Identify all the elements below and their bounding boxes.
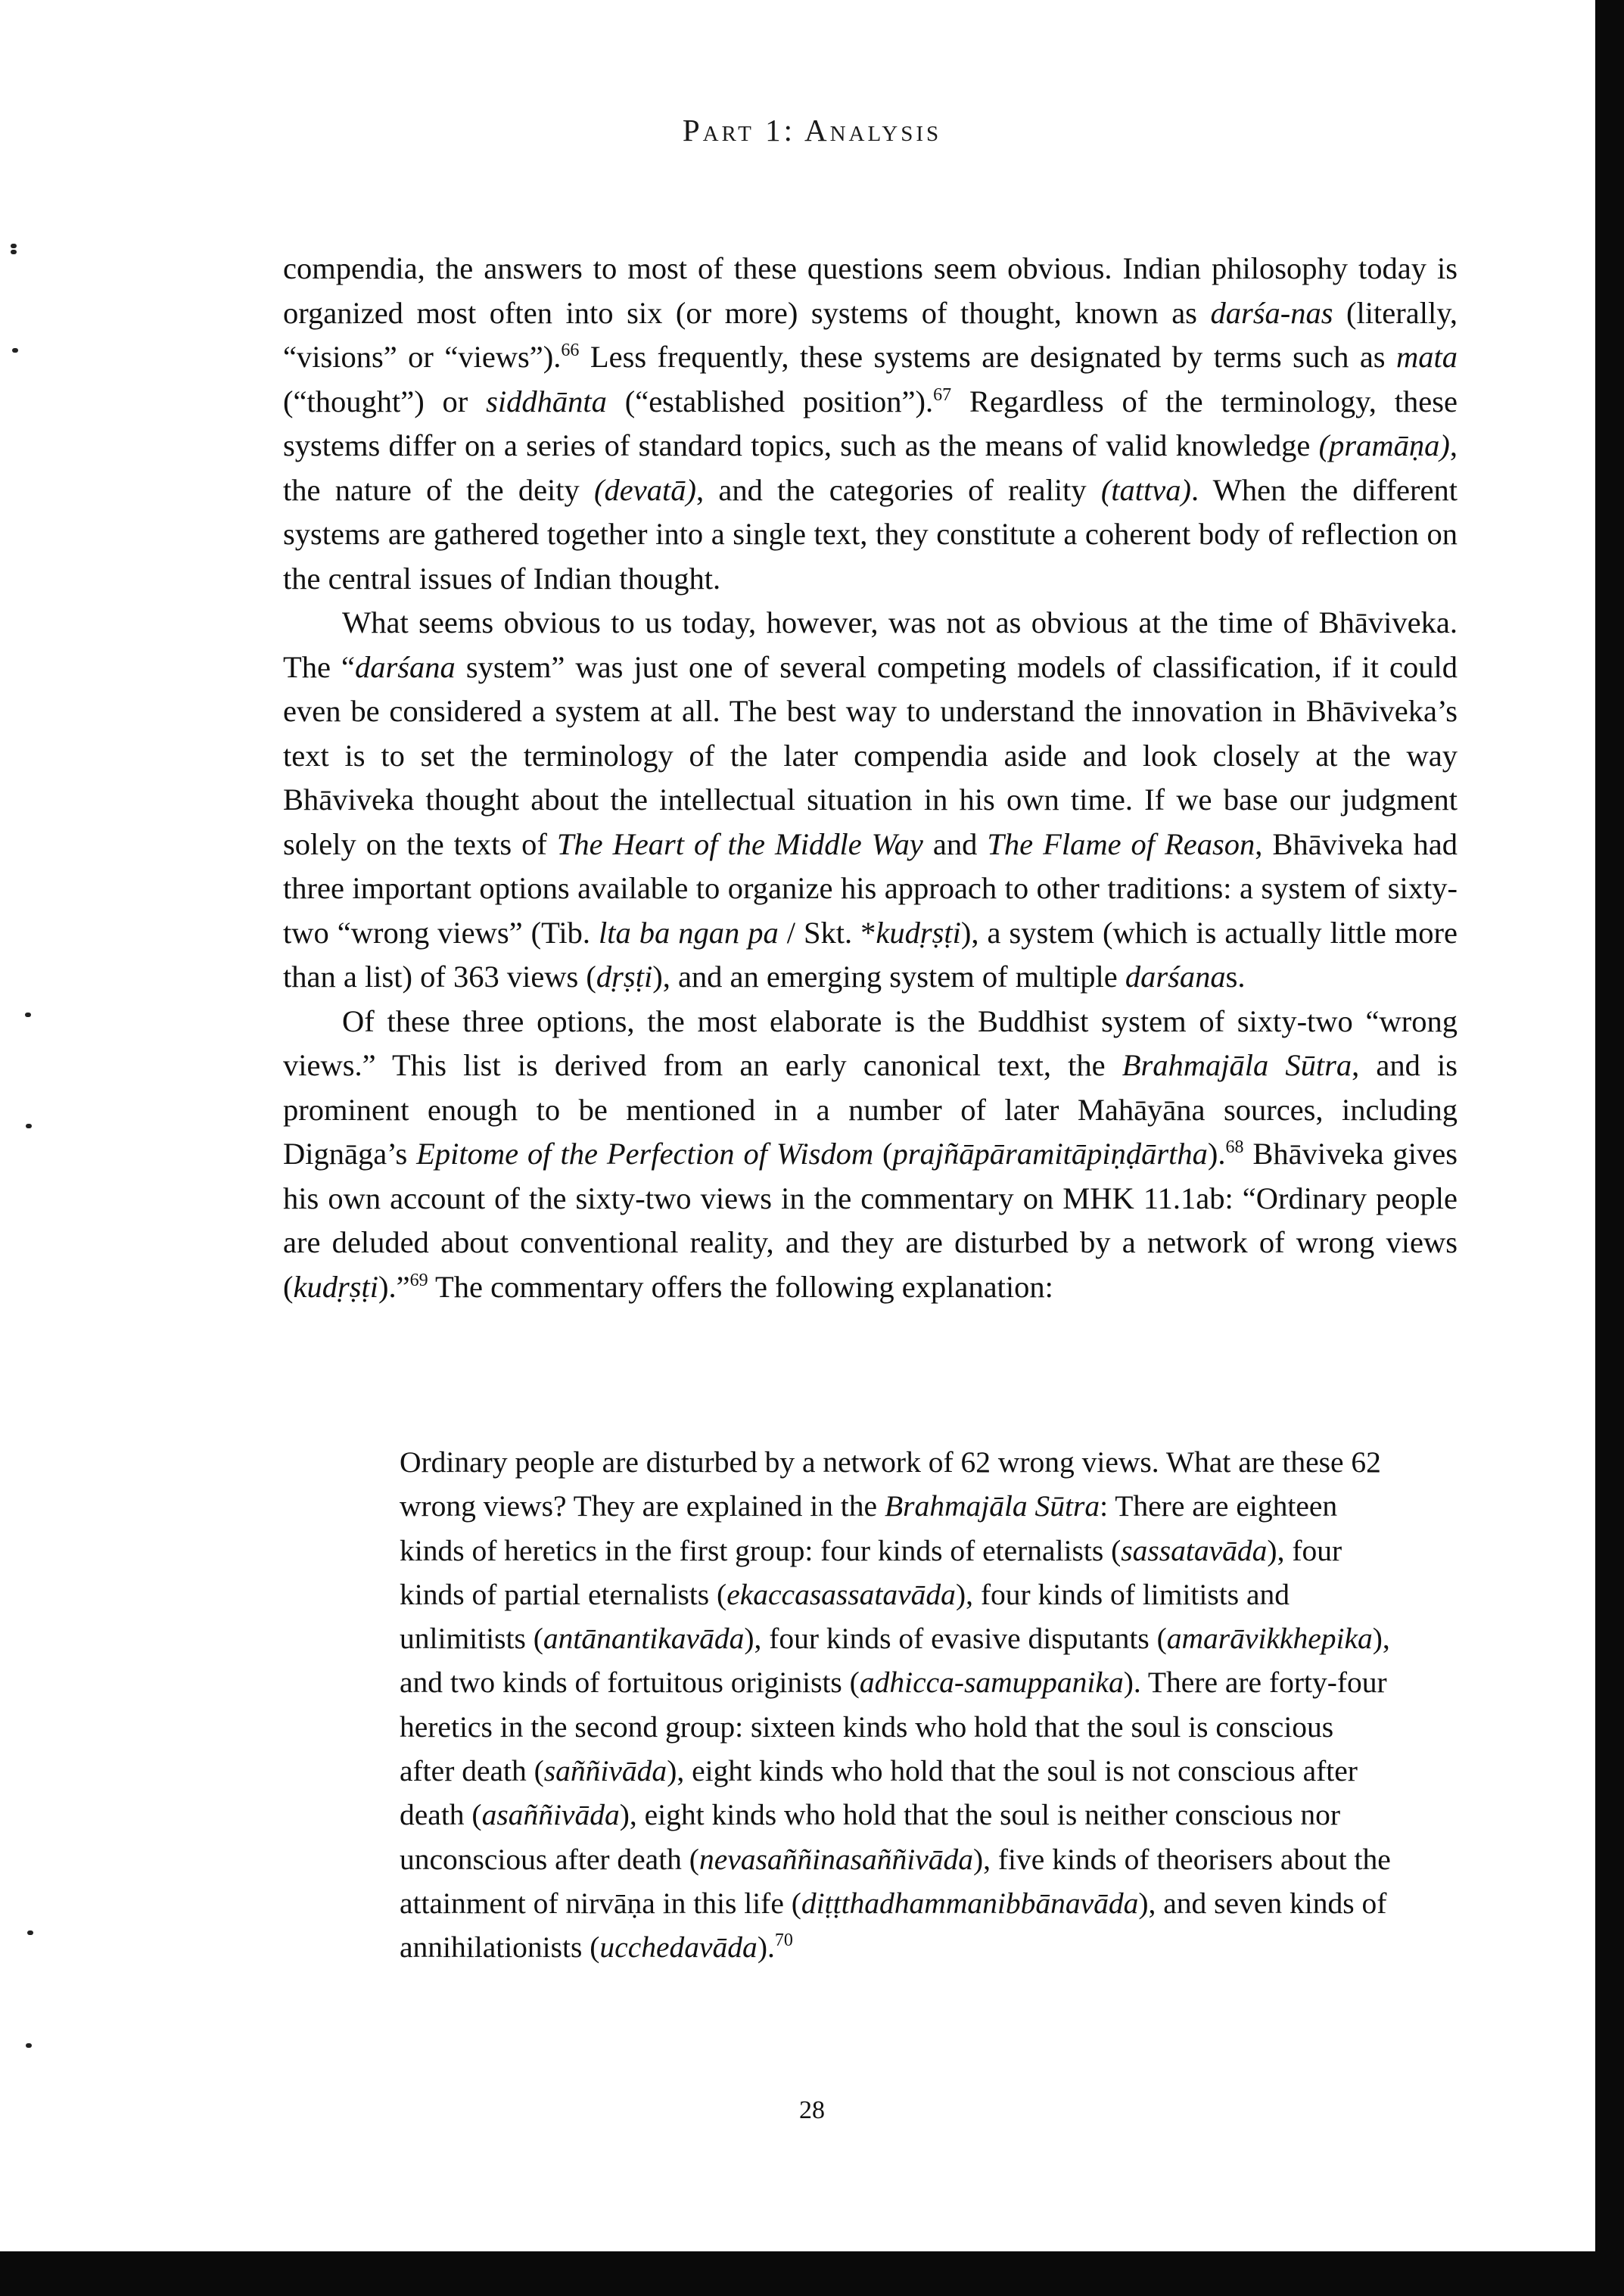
text-run: compendia, the answers to most of these questions seem obvious. Indian philosophy today is organized most often into six (or more) systems of thought, known as	[283, 251, 1458, 330]
italic-term: saññivāda	[543, 1754, 667, 1788]
italic-term: mata	[1396, 340, 1458, 374]
running-head: Part 1: Analysis	[682, 113, 942, 148]
text-run: system” was just one of several competing models of classification, if it could even be considered a system at all. The best way to understand the innovation in Bhāviveka’s text is to set the terminology of the later compendia aside and look closely at the way Bhāviveka thought about the intellectual situation in his own time. If we base our judgment solely on the texts of	[283, 649, 1458, 861]
block-quote	[400, 1440, 1395, 1970]
italic-term: adhicca-samuppanika	[859, 1666, 1124, 1700]
text-run: (	[873, 1137, 893, 1171]
paragraph	[283, 1000, 1458, 1310]
text-run: (“established position”).	[606, 384, 934, 418]
text-run: ).	[1207, 1137, 1226, 1171]
italic-term: (tattva)	[1100, 472, 1192, 507]
text-run: , and the categories of reality	[695, 472, 1101, 507]
italic-term: lta ba ngan pa	[599, 915, 779, 950]
italic-term: siddhānta	[486, 384, 607, 418]
text-run: ), and two kinds of fortuitous originists (	[400, 1622, 1390, 1700]
text-run: ), and seven kinds of annihilationists (	[400, 1886, 1387, 1965]
scan-right-border	[1595, 0, 1624, 2296]
text-run: Of these three options, the most elaborate is the Buddhist system of sixty-two “wrong views.” This list is derived from an early canonical text, the	[283, 1003, 1458, 1082]
margin-speck	[27, 1930, 33, 1935]
paragraph	[283, 247, 1458, 601]
text-run: (literally, “visions” or “views”).	[283, 295, 1458, 374]
italic-term: dṛṣṭi	[596, 960, 653, 994]
italic-term: Epitome of the Perfection of Wisdom	[416, 1137, 874, 1171]
italic-term: The Flame of Reason	[987, 826, 1255, 861]
paragraph	[283, 601, 1458, 1000]
margin-speck	[25, 1013, 31, 1017]
text-run: . When the different systems are gathered together into a single text, they constitute a coherent body of reflection on the central issues of Indian thought.	[283, 472, 1458, 596]
footnote-ref: 68	[1225, 1137, 1244, 1157]
text-run: : There are eighteen kinds of heretics in the first group: four kinds of eternalists (	[400, 1489, 1338, 1567]
main-text	[283, 247, 1458, 1309]
text-run: , and is prominent enough to be mentioned in a number of later Mahāyāna sources, including Dignāga’s	[283, 1048, 1458, 1171]
italic-term: Brahmajāla Sūtra	[884, 1489, 1100, 1523]
text-run: (“thought”) or	[283, 384, 487, 418]
text-run: ), and an emerging system of multiple	[652, 960, 1125, 994]
text-run: Less frequently, these systems are designated by terms such as	[579, 340, 1396, 374]
italic-term: darśa-nas	[1210, 295, 1333, 330]
text-run: What seems obvious to us today, however, was not as obvious at the time of Bhāviveka. The “	[283, 605, 1458, 684]
text-run: , the nature of the deity	[283, 428, 1458, 507]
text-run: Bhāviveka gives his own account of the sixty-two views in the commentary on MHK 11.1ab: “Ordinary people are deluded about conventional reality, and they are disturbed by a network of wrong views (	[283, 1137, 1458, 1304]
italic-term: diṭṭthadhammanibbānavāda	[801, 1886, 1139, 1920]
italic-term: Brahmajāla Sūtra	[1122, 1048, 1352, 1082]
text-run: ), a system (which is actually little more than a list) of 363 views (	[283, 915, 1458, 994]
margin-speck	[11, 244, 17, 248]
footnote-ref: 69	[409, 1270, 428, 1290]
text-run: Ordinary people are disturbed by a network of 62 wrong views. What are these 62 wrong views? They are explained in the	[400, 1445, 1381, 1523]
text-run: ), four kinds of partial eternalists (	[400, 1533, 1342, 1611]
italic-term: (devatā)	[594, 472, 696, 507]
italic-term: darśana	[355, 649, 456, 684]
italic-term: kudṛṣṭi	[293, 1269, 379, 1304]
margin-speck	[11, 250, 17, 254]
italic-term: amarāvikkhepika	[1166, 1622, 1373, 1656]
italic-term: kudṛṣṭi	[876, 915, 961, 950]
italic-term: ekaccasassatavāda	[726, 1577, 956, 1611]
text-run: ).	[757, 1930, 775, 1965]
text-run: ), eight kinds who hold that the soul is neither conscious nor unconscious after death (	[400, 1798, 1340, 1876]
italic-term: (pramāṇa)	[1318, 428, 1450, 462]
text-run: , Bhāviveka had three important options available to organize his approach to other traditions: a system of sixty-two “wrong views” (Tib.	[283, 826, 1458, 950]
quote-paragraph	[400, 1440, 1395, 1970]
text-run: / Skt. *	[778, 915, 876, 950]
italic-term: asaññivāda	[481, 1798, 620, 1832]
italic-term: antānantikavāda	[543, 1622, 745, 1656]
margin-speck	[26, 2043, 32, 2048]
footnote-ref: 66	[561, 341, 580, 360]
text-run: The commentary offers the following explanation:	[428, 1269, 1053, 1304]
scan-bottom-border	[0, 2251, 1624, 2296]
italic-term: sassatavāda	[1121, 1533, 1268, 1567]
italic-term: darśana	[1125, 960, 1226, 994]
margin-speck	[26, 1124, 32, 1128]
text-run: s.	[1225, 960, 1246, 994]
text-run: ). There are forty-four heretics in the second group: sixteen kinds who hold that the soul is conscious after death (	[400, 1666, 1387, 1788]
italic-term: nevasaññinasaññivāda	[698, 1842, 973, 1876]
margin-speck	[12, 348, 18, 353]
footnote-ref: 70	[774, 1930, 793, 1951]
page-number: 28	[799, 2096, 825, 2124]
text-run: and	[922, 826, 988, 861]
text-run: ), four kinds of limitists and unlimitists (	[400, 1577, 1290, 1656]
footnote-ref: 67	[933, 384, 952, 405]
text-run: ), five kinds of theorisers about the attainment of nirvāṇa in this life (	[400, 1842, 1391, 1920]
text-run: ), eight kinds who hold that the soul is not conscious after death (	[400, 1754, 1358, 1832]
text-run: ), four kinds of evasive disputants (	[744, 1622, 1167, 1656]
text-run: ).”	[378, 1269, 410, 1304]
italic-term: ucchedavāda	[599, 1930, 758, 1965]
italic-term: The Heart of the Middle Way	[556, 826, 923, 861]
italic-term: prajñāpāramitāpiṇḍārtha	[892, 1137, 1208, 1171]
text-run: Regardless of the terminology, these systems differ on a series of standard topics, such as the means of valid knowledge	[283, 384, 1458, 462]
